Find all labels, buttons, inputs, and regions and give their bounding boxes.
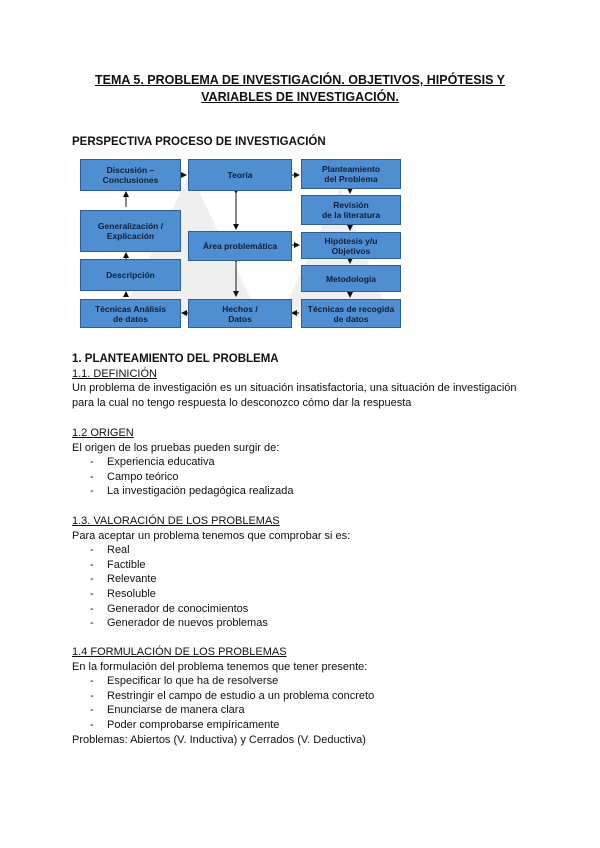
section-origen <box>72 426 542 499</box>
list-item: - Generador de nuevos problemas <box>72 616 542 631</box>
box-teoria: Teoría <box>188 159 292 191</box>
section-1-2-heading: 1.2 ORIGEN <box>72 427 134 439</box>
box-tecnicas-analisis: Técnicas Análisis de datos <box>80 299 181 328</box>
problemas-footer: Problemas: Abiertos (V. Inductiva) y Cerrados (V. Deductiva) <box>72 733 366 746</box>
box-metodologia: Metodología <box>301 265 401 292</box>
list-item: - Real <box>72 543 542 558</box>
box-tecnicas-recogida: Técnicas de recogida de datos <box>301 299 401 328</box>
definition-line-2: para la cual no tengo respuesta lo desconozco cómo dar la respuesta <box>72 396 412 409</box>
section-valoracion <box>72 514 542 631</box>
list-item: - Campo teórico <box>72 470 542 485</box>
formulacion-list <box>72 674 542 732</box>
list-item: - Restringir el campo de estudio a un problema concreto <box>72 689 542 704</box>
list-item: - Experiencia educativa <box>72 455 542 470</box>
list-item: - Enunciarse de manera clara <box>72 703 542 718</box>
section-formulacion <box>72 645 542 747</box>
box-generalizacion: Generalización / Explicación <box>80 210 181 252</box>
box-hipotesis: Hipótesis y/u Objetivos <box>301 232 401 259</box>
definition-line-1: Un problema de investigación es un situación insatisfactoria, una situación de investigación <box>72 382 517 395</box>
formulacion-intro: En la formulación del problema tenemos que tener presente: <box>72 660 368 673</box>
valoracion-list <box>72 543 542 631</box>
list-item: - Especificar lo que ha de resolverse <box>72 674 542 689</box>
list-item: - Resoluble <box>72 587 542 602</box>
title-line-2: VARIABLES DE INVESTIGACIÓN. <box>201 90 399 104</box>
box-planteamiento: Planteamiento del Problema <box>301 159 401 189</box>
section-1-4-heading: 1.4 FORMULACIÓN DE LOS PROBLEMAS <box>72 646 287 658</box>
box-area-problematica: Área problemática <box>188 231 292 261</box>
list-item: - La investigación pedagógica realizada <box>72 484 542 499</box>
box-descripcion: Descripción <box>80 259 181 291</box>
list-item: - Relevante <box>72 572 542 587</box>
page-title <box>60 72 540 106</box>
section-1-3-heading: 1.3. VALORACIÓN DE LOS PROBLEMAS <box>72 515 280 527</box>
research-process-diagram <box>72 155 412 335</box>
valoracion-intro: Para aceptar un problema tenemos que comprobar si es: <box>72 529 351 542</box>
section-1-1-heading: 1.1. DEFINICIÓN <box>72 367 157 380</box>
list-item: - Generador de conocimientos <box>72 602 542 617</box>
box-discusion: Discusión – Conclusiones <box>80 159 181 191</box>
list-item: - Poder comprobarse empíricamente <box>72 718 542 733</box>
box-revision: Revisión de la literatura <box>301 195 401 225</box>
origen-list <box>72 455 542 499</box>
origen-intro: El origen de los pruebas pueden surgir de: <box>72 441 280 454</box>
box-hechos: Hechos / Datos <box>188 299 292 328</box>
section-1 <box>72 352 542 410</box>
perspective-heading: PERSPECTIVA PROCESO DE INVESTIGACIÓN <box>72 136 326 148</box>
list-item: - Factible <box>72 558 542 573</box>
title-line-1: TEMA 5. PROBLEMA DE INVESTIGACIÓN. OBJETIVOS, HIPÓTESIS Y <box>94 73 506 87</box>
section-1-heading: 1. PLANTEAMIENTO DEL PROBLEMA <box>72 353 279 365</box>
